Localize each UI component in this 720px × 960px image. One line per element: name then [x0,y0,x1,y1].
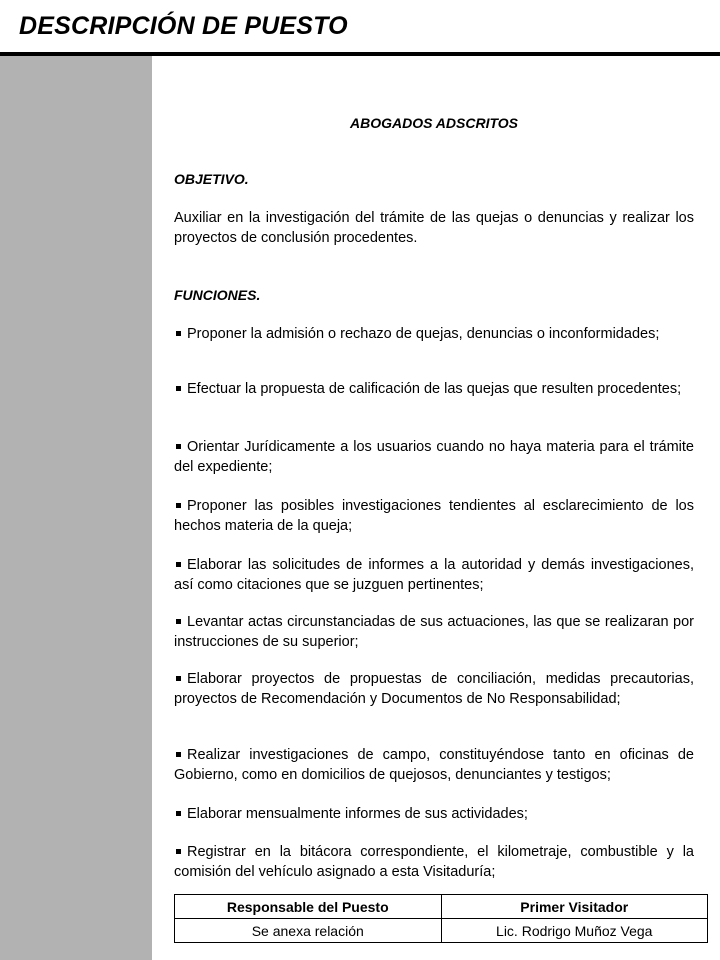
function-item [174,613,694,652]
bullet-icon [176,331,181,336]
function-item [174,670,694,709]
responsible-header: Responsable del Puesto [175,895,442,919]
function-item [174,746,694,785]
bullet-icon [176,849,181,854]
function-item [174,497,694,536]
function-text: Proponer la admisión o rechazo de quejas, denuncias o inconformidades; [187,326,660,342]
bullet-icon [176,562,181,567]
objective-heading: OBJETIVO. [174,171,249,187]
function-text: Elaborar mensualmente informes de sus actividades; [187,806,528,822]
page-title: DESCRIPCIÓN DE PUESTO [19,12,348,40]
function-text: Registrar en la bitácora correspondiente, el kilometraje, combustible y la comisión del vehículo asignado a esta Visitaduría; [174,844,694,880]
first-visitor-value: Lic. Rodrigo Muñoz Vega [441,919,708,943]
bullet-icon [176,444,181,449]
function-text: Elaborar proyectos de propuestas de conciliación, medidas precautorias, proyectos de Recomendación y Documentos de No Responsabilidad; [174,671,694,707]
position-title: ABOGADOS ADSCRITOS [349,115,518,131]
header-divider [0,52,720,56]
page-header [0,0,720,52]
signature-value-row [175,919,708,943]
function-text: Proponer las posibles investigaciones tendientes al esclarecimiento de los hechos materia de la queja; [174,498,694,534]
bullet-icon [176,676,181,681]
function-item [174,380,694,400]
function-item [174,438,694,477]
first-visitor-header: Primer Visitador [441,895,708,919]
bullet-icon [176,752,181,757]
function-text: Realizar investigaciones de campo, constituyéndose tanto en oficinas de Gobierno, como en domicilios de quejosos, denunciantes y testigos; [174,747,694,783]
function-item [174,556,694,595]
function-item [174,325,694,345]
bullet-icon [176,386,181,391]
signature-header-row [175,895,708,919]
bullet-icon [176,503,181,508]
function-text: Elaborar las solicitudes de informes a la autoridad y demás investigaciones, así como citaciones que se juzguen pertinentes; [174,557,694,593]
function-text: Levantar actas circunstanciadas de sus actuaciones, las que se realizaran por instrucciones de su superior; [174,614,694,650]
function-item [174,843,694,882]
bullet-icon [176,811,181,816]
function-item [174,805,694,825]
function-text: Efectuar la propuesta de calificación de las quejas que resulten procedentes; [187,381,682,397]
responsible-value: Se anexa relación [175,919,442,943]
left-gray-sidebar [0,0,152,960]
bullet-icon [176,619,181,624]
functions-heading: FUNCIONES. [174,287,261,303]
objective-text: Auxiliar en la investigación del trámite de las quejas o denuncias y realizar los proyectos de conclusión procedentes. [174,210,694,246]
signature-table [174,894,708,943]
function-text: Orientar Jurídicamente a los usuarios cuando no haya materia para el trámite del expediente; [174,439,694,475]
